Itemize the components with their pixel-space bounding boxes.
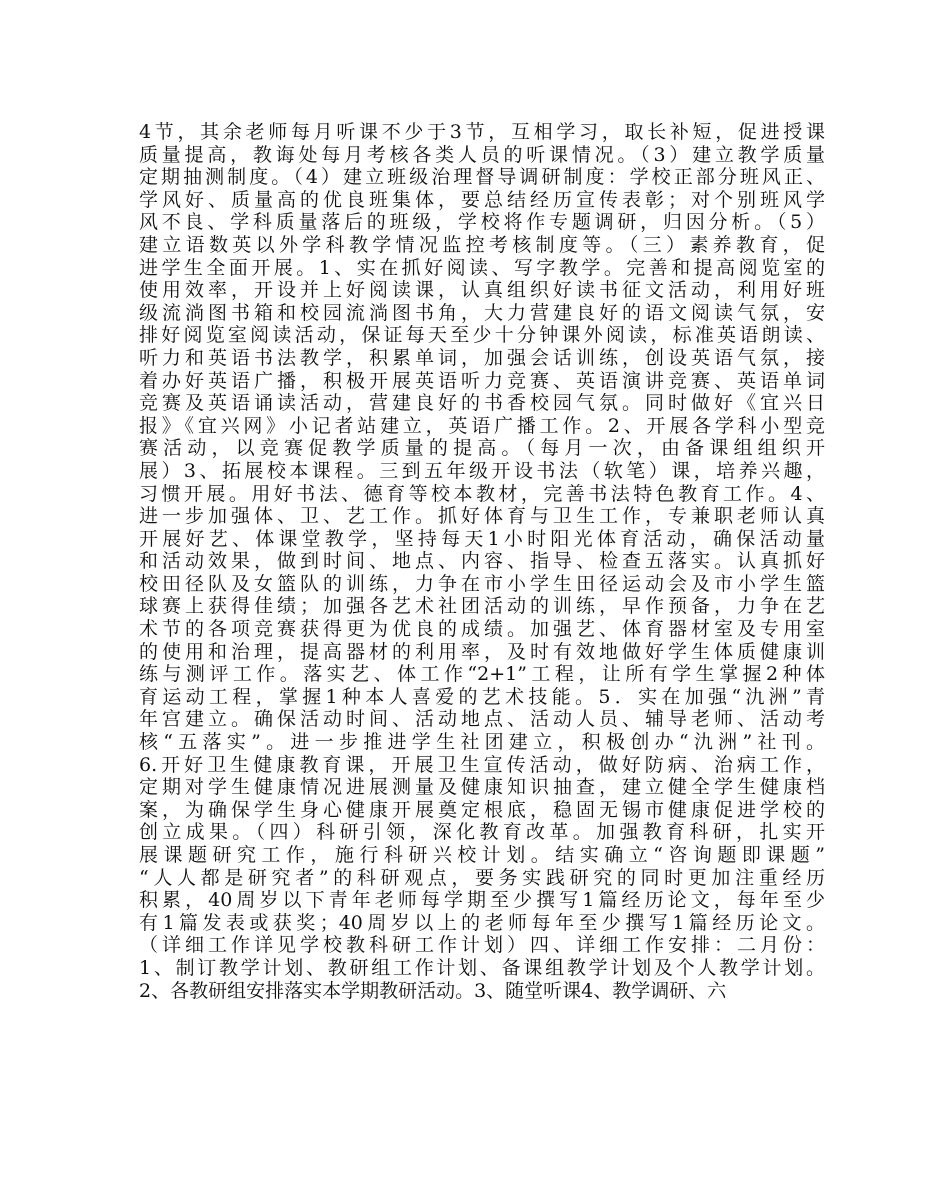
text-line: 和活动效果，做到时间、地点、内容、指导、检查五落实。认真抓好 <box>139 550 825 573</box>
text-line: 展课题研究工作，施行科研兴校计划。结实确立“咨询题即课题” <box>139 844 825 866</box>
text-line: 定期抽测制度。（4）建立班级治理督导调研制度：学校正部分班风正、 <box>139 166 825 189</box>
body-text <box>139 121 825 1002</box>
text-line: 2、各教研组安排落实本学期教研活动。3、随堂听课4、教学调研、六 <box>139 979 727 1002</box>
text-line: 开展好艺、体课堂教学，坚持每天1小时阳光体育活动，确保活动量 <box>139 527 825 550</box>
text-line: 练与测评工作。落实艺、体工作“2+1”工程，让所有学生掌握2种体 <box>139 663 825 686</box>
text-line: 积累，40周岁以下青年老师每学期至少撰写1篇经历论文，每年至少 <box>139 889 825 912</box>
text-line: 级流淌图书箱和校园流淌图书角，大力营建良好的语文阅读气氛，安 <box>139 301 825 324</box>
text-line: 质量提高，教诲处每月考核各类人员的听课情况。（3）建立教学质量 <box>139 143 825 166</box>
text-line: 排好阅览室阅读活动，保证每天至少十分钟课外阅读，标准英语朗读、 <box>139 324 825 347</box>
text-line: 年宫建立。确保活动时间、活动地点、活动人员、辅导老师、活动考 <box>139 708 825 731</box>
text-line: 听力和英语书法教学，积累单词，加强会话训练，创设英语气氛，接 <box>139 346 825 369</box>
text-line: 育运动工程，掌握1种本人喜爱的艺术技能。5．实在加强“氿洲”青 <box>139 685 825 708</box>
text-line: 风不良、学科质量落后的班级，学校将作专题调研，归因分析。（5） <box>139 211 825 234</box>
text-line: 定期对学生健康情况进展测量及健康知识抽查，建立健全学生健康档 <box>139 776 825 799</box>
text-line: 术节的各项竞赛获得更为优良的成绩。加强艺、体育器材室及专用室 <box>139 618 825 641</box>
text-line: 案，为确保学生身心健康开展奠定根底，稳固无锡市健康促进学校的 <box>139 798 825 821</box>
text-line: 创立成果。（四）科研引领，深化教育改革。加强教育科研，扎实开 <box>139 821 825 844</box>
text-line: （详细工作详见学校教科研工作计划）四、详细工作安排：二月份： <box>139 934 825 957</box>
text-line: 有1篇发表或获奖；40周岁以上的老师每年至少撰写1篇经历论文。 <box>139 911 825 934</box>
text-line: 使用效率，开设并上好阅读课，认真组织好读书征文活动，利用好班 <box>139 279 825 302</box>
text-line: 校田径队及女篮队的训练，力争在市小学生田径运动会及市小学生篮 <box>139 572 825 595</box>
text-line: 学风好、质量高的优良班集体，要总结经历宣传表彰；对个别班风学 <box>139 188 825 211</box>
text-line: 1、制订教学计划、教研组工作计划、备课组教学计划及个人教学计划。 <box>139 956 825 979</box>
text-line: 赛活动，以竞赛促教学质量的提高。（每月一次，由备课组组织开 <box>139 437 825 460</box>
text-line: 进一步加强体、卫、艺工作。抓好体育与卫生工作，专兼职老师认真 <box>139 505 825 528</box>
text-line: 球赛上获得佳绩；加强各艺术社团活动的训练，早作预备，力争在艺 <box>139 595 825 618</box>
text-line: 展）3、拓展校本课程。三到五年级开设书法（软笔）课，培养兴趣， <box>139 459 825 482</box>
text-line: “人人都是研究者”的科研观点，要务实践研究的同时更加注重经历 <box>139 866 825 889</box>
text-line: 核“五落实”。进一步推进学生社团建立，积极创办“氿洲”社刊。 <box>139 731 825 754</box>
text-line: 报》《宜兴网》小记者站建立，英语广播工作。2、开展各学科小型竞 <box>139 414 825 437</box>
text-line: 6.开好卫生健康教育课，开展卫生宣传活动，做好防病、治病工作， <box>139 753 825 776</box>
text-line: 进学生全面开展。1、实在抓好阅读、写字教学。完善和提高阅览室的 <box>139 256 825 279</box>
text-line: 的使用和治理，提高器材的利用率，及时有效地做好学生体质健康训 <box>139 640 825 663</box>
text-line: 习惯开展。用好书法、德育等校本教材，完善书法特色教育工作。4、 <box>139 482 825 505</box>
text-line: 建立语数英以外学科教学情况监控考核制度等。（三）素养教育，促 <box>139 233 825 256</box>
text-line: 着办好英语广播，积极开展英语听力竞赛、英语演讲竞赛、英语单词 <box>139 369 825 392</box>
text-line: 4节，其余老师每月听课不少于3节，互相学习，取长补短，促进授课 <box>139 121 825 143</box>
text-line: 竞赛及英语诵读活动，营建良好的书香校园气氛。同时做好《宜兴日 <box>139 392 825 415</box>
